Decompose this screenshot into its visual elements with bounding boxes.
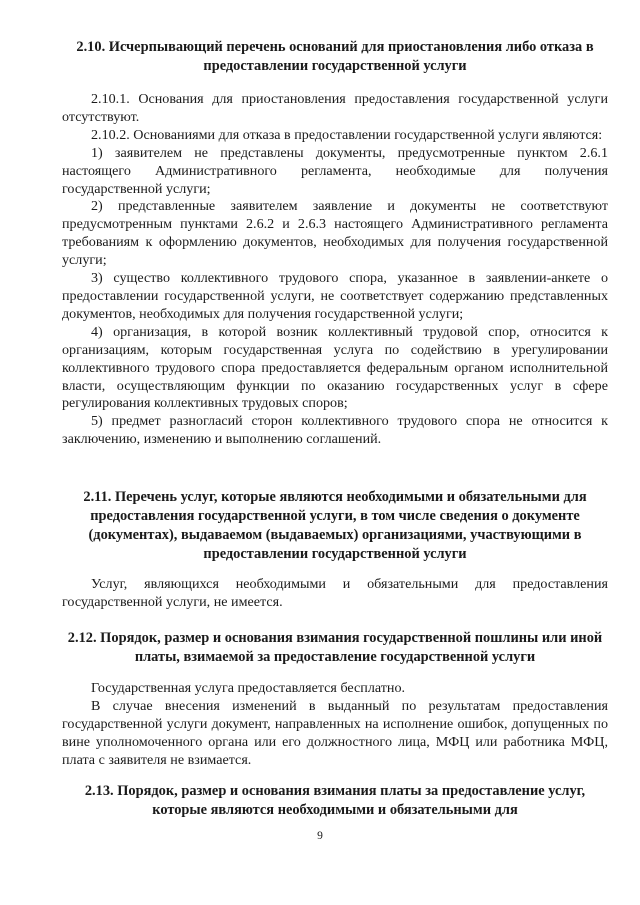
list-item: 3) существо коллективного трудового спора, указанное в заявлении-анкете о предоставлении государственной услуги, не соответствует содержанию представленных документов, необходимых для получения государственной услуги; bbox=[62, 270, 608, 322]
list-item: 4) организация, в которой возник коллективный трудовой спор, относится к организациям, которым государственная услуга по содействию в урегулировании коллективного трудового спора предоставляется федеральным органом исполнительной власти, осуществляющим функции по оказанию государственных услуг в сфере регулирования коллективных трудовых споров; bbox=[62, 323, 608, 412]
list-item: 2) представленные заявителем заявление и документы не соответствуют предусмотренным пунктами 2.6.2 и 2.6.3 настоящего Административного регламента требованиям к оформлению документов, необходимых для получения государственной услуги; bbox=[62, 198, 608, 269]
section-heading-2-10: 2.10. Исчерпывающий перечень оснований для приостановления либо отказа в предоставлении государственной услуги bbox=[76, 39, 594, 74]
section-heading-2-12: 2.12. Порядок, размер и основания взимания государственной пошлины или иной платы, взимаемой за предоставление государственной услуги bbox=[67, 630, 603, 665]
section-heading-2-13: 2.13. Порядок, размер и основания взимания платы за предоставление услуг, которые являются необходимыми и обязательными для bbox=[84, 783, 586, 818]
section-body-2-12 bbox=[62, 680, 608, 770]
paragraph: 2.10.2. Основаниями для отказа в предоставлении государственной услуги являются: bbox=[91, 126, 603, 143]
list-item: 1) заявителем не представлены документы, предусмотренные пунктом 2.6.1 настоящего Административного регламента, необходимые для получения государственной услуги; bbox=[62, 144, 608, 197]
section-body-2-10 bbox=[62, 91, 608, 449]
page-number: 9 bbox=[317, 830, 323, 842]
section-heading-2-11: 2.11. Перечень услуг, которые являются необходимыми и обязательными для предоставления государственной услуги, в том числе сведения о документе (документах), выдаваемом (выдаваемых) организациями, участвующими в предоставлении государственной услуги bbox=[83, 489, 587, 562]
list-item: 5) предмет разногласий сторон коллективного трудового спора не относится к заключению, изменению и выполнению соглашений. bbox=[62, 413, 608, 448]
section-body-2-11 bbox=[62, 576, 608, 612]
paragraph: 2.10.1. Основания для приостановления предоставления государственной услуги отсутствуют. bbox=[62, 91, 608, 125]
paragraph: В случае внесения изменений в выданный по результатам предоставления государственной услуги документ, направленных на исполнение ошибок, допущенных по вине уполномоченного органа или его должностного лица, МФЦ или работника МФЦ, плата с заявителя не взимается. bbox=[62, 697, 608, 768]
paragraph: Государственная услуга предоставляется бесплатно. bbox=[91, 680, 406, 696]
paragraph: Услуг, являющихся необходимыми и обязательными для предоставления государственной услуги, не имеется. bbox=[62, 576, 608, 610]
